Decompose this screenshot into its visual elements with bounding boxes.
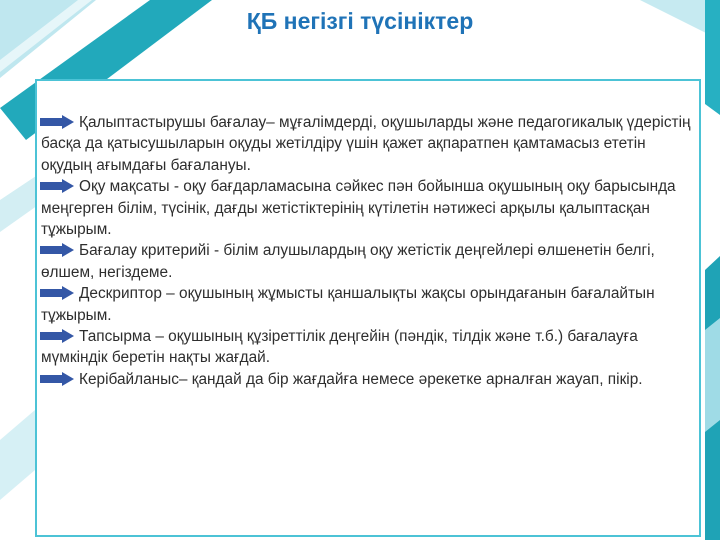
- definition-item-formative-assessment: [41, 112, 691, 176]
- arrow-right-icon: [40, 329, 74, 343]
- decor-stripe-left-bottom: [0, 410, 35, 500]
- definition-text: Бағалау критерийі - білім алушылардың оқу жетістік деңгейлері өлшенетін белгі, өлшем, негіздеме.: [41, 242, 655, 281]
- definition-text: Керібайланыс– қандай да бір жағдайға немесе әрекетке арналған жауап, пікір.: [79, 370, 643, 388]
- definition-item-assessment-criterion: [41, 240, 691, 283]
- decor-stripe-right-pale: [705, 318, 720, 432]
- definition-item-descriptor: [41, 283, 691, 326]
- arrow-right-icon: [40, 179, 74, 193]
- arrow-right-icon: [40, 243, 74, 257]
- definition-item-feedback: [41, 369, 691, 390]
- definition-text: Қалыптастырушы бағалау– мұғалімдерді, оқушыларды және педагогикалық үдерістің басқа да қатысушыларын оқуды жетілдіру үшін қажет ақпаратпен қамтамасыз ететін оқудың ағымдағы бағалануы.: [41, 114, 691, 174]
- definition-text: Тапсырма – оқушының құзіреттілік деңгейін (пәндік, тілдік және т.б.) бағалауға мүмкіндік беретін нақты жағдай.: [41, 328, 638, 367]
- definition-text: Дескриптор – оқушының жұмысты қаншалықты жақсы орындағанын бағалайтын тұжырым.: [41, 285, 655, 324]
- definition-item-learning-objective: [41, 176, 691, 240]
- definition-item-task: [41, 326, 691, 369]
- definitions-panel: [35, 79, 701, 537]
- arrow-right-icon: [40, 115, 74, 129]
- arrow-right-icon: [40, 286, 74, 300]
- arrow-right-icon: [40, 372, 74, 386]
- definition-text: Оқу мақсаты - оқу бағдарламасына сәйкес пән бойынша оқушының оқу барысында меңгерген білім, түсінік, дағды жетістіктерінің күтілетін нәтижесі арқылы қалыптасқан тұжырым.: [41, 178, 676, 239]
- definitions-list: [41, 112, 691, 390]
- slide-title: ҚБ негізгі түсініктер: [246, 8, 474, 34]
